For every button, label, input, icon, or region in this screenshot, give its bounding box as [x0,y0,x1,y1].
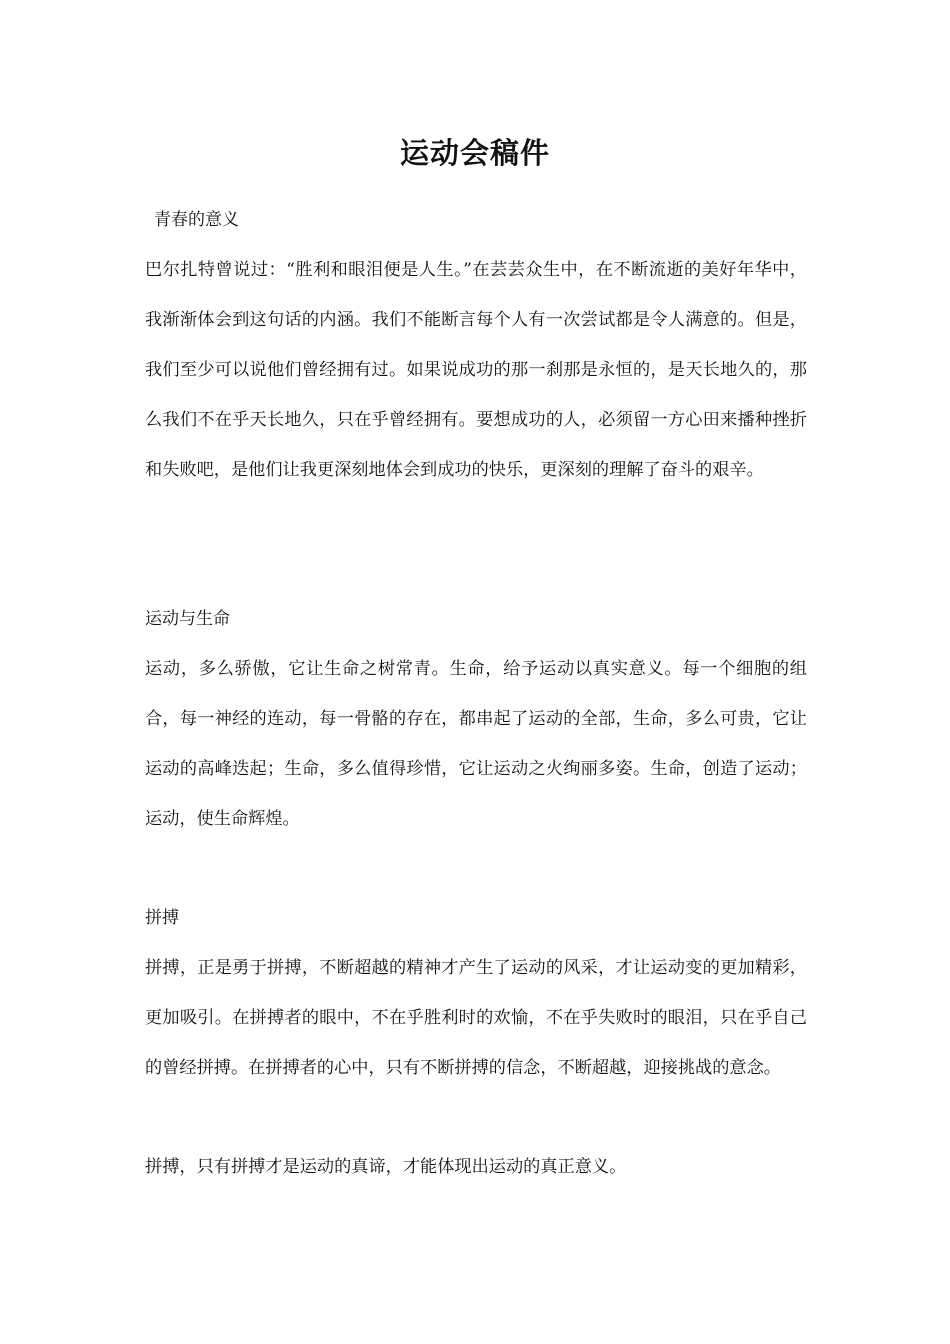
section-heading: 拼搏 [145,908,179,928]
section-paragraph: 拼搏，只有拼搏才是运动的真谛，才能体现出运动的真正意义。 [145,1157,627,1177]
section-paragraph: 巴尔扎特曾说过：“胜利和眼泪便是人生。”在芸芸众生中，在不断流逝的美好年华中，我渐渐体会到这句话的内涵。我们不能断言每个人有一次尝试都是令人满意的。但是，我们至少可以说他们曾经拥有过。如果说成功的那一刹那是永恒的，是天长地久的，那么我们不在乎天长地久，只在乎曾经拥有。要想成功的人，必须留一方心田来播种挫折和失败吧，是他们让我更深刻地体会到成功的快乐，更深刻的理解了奋斗的艰辛。 [145,260,807,480]
section-paragraph: 运动，多么骄傲，它让生命之树常青。生命，给予运动以真实意义。每一个细胞的组合，每一神经的连动，每一骨骼的存在，都串起了运动的全部，生命，多么可贵，它让运动的高峰迭起；生命，多么值得珍惜，它让运动之火绚丽多姿。生命，创造了运动；运动，使生命辉煌。 [145,659,807,829]
section-paragraph: 拼搏，正是勇于拼搏，不断超越的精神才产生了运动的风采，才让运动变的更加精彩，更加吸引。在拼搏者的眼中，不在乎胜利时的欢愉，不在乎失败时的眼泪，只在乎自己的曾经拼搏。在拼搏者的心中，只有不断拼搏的信念，不断超越，迎接挑战的意念。 [145,958,807,1078]
document-title: 运动会稿件 [399,136,550,170]
section-heading: 青春的意义 [154,210,239,230]
section-heading: 运动与生命 [145,609,230,629]
